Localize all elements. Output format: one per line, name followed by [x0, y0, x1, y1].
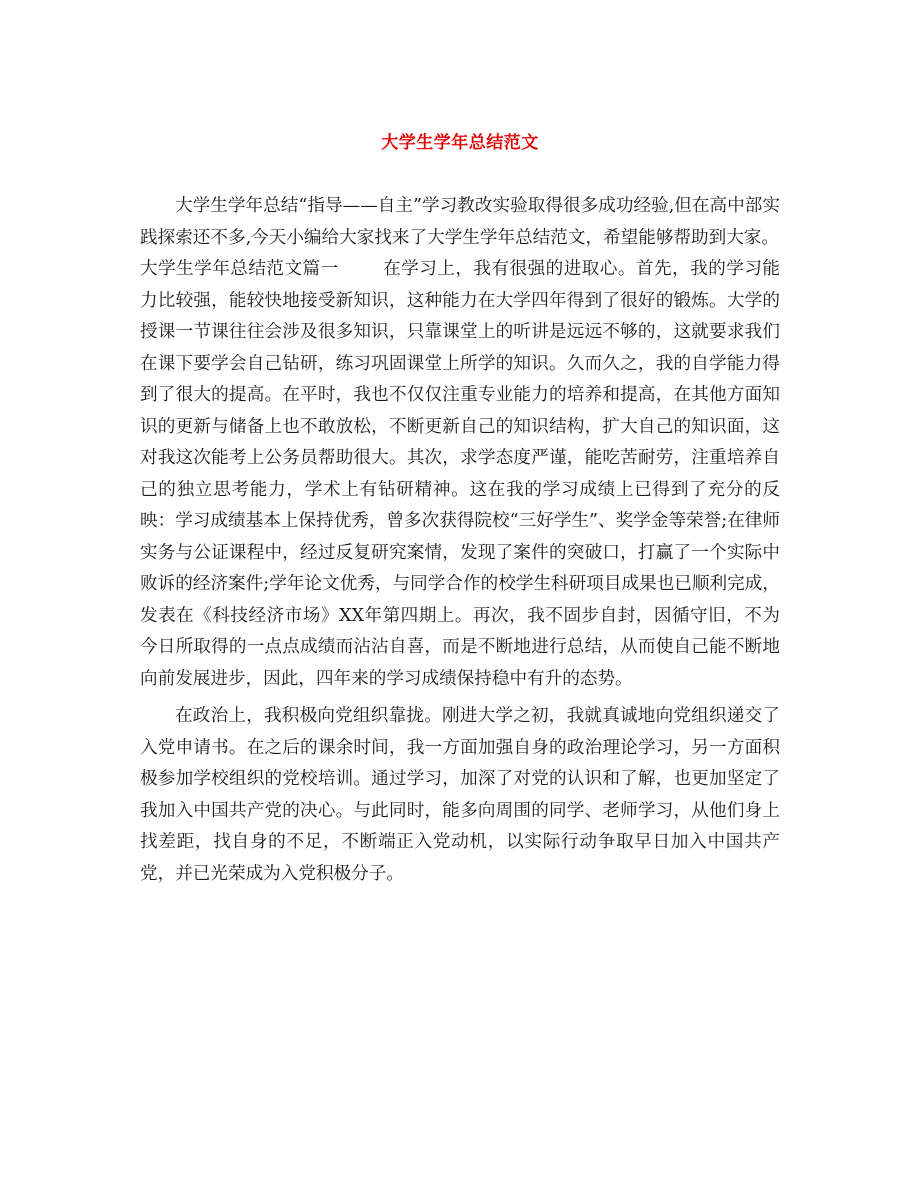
- section-one-text: 在学习上，我有很强的进取心。首先，我的学习能力比较强，能较快地接受新知识，这种能力在大学四年得到了很好的锻炼。大学的授课一节课往往会涉及很多知识，只靠课堂上的听讲是远远不够的，这就要求我们在课下要学会自己钻研，练习巩固课堂上所学的知识。久而久之，我的自学能力得到了很大的提高。在平时，我也不仅仅注重专业能力的培养和提高，在其他方面知识的更新与储备上也不敢放松，不断更新自己的知识结构，扩大自己的知识面，这对我这次能考上公务员帮助很大。其次，求学态度严谨，能吃苦耐劳，注重培养自己的独立思考能力，学术上有钻研精神。这在我的学习成绩上已得到了充分的反映：学习成绩基本上保持优秀，曾多次获得院校“三好学生”、奖学金等荣誉;在律师实务与公证课程中，经过反复研究案情，发现了案件的突破口，打赢了一个实际中败诉的经济案件;学年论文优秀，与同学合作的校学生科研项目成果也已顺利完成，发表在《科技经济市场》XX年第四期上。再次，我不固步自封，因循守旧，不为今日所取得的一点点成绩而沾沾自喜，而是不断地进行总结，从而使自己能不断地向前发展进步，因此，四年来的学习成绩保持稳中有升的态势。: [140, 259, 780, 689]
- document-title: 大学生学年总结范文: [381, 133, 539, 153]
- intro-paragraph: 大学生学年总结“指导——自主”学习教改实验取得很多成功经验,但在高中部实践探索还不多,今天小编给大家找来了大学生学年总结范文，希望能够帮助到大家。: [140, 196, 780, 248]
- section-one-paragraph: [140, 254, 780, 695]
- politics-paragraph: 在政治上，我积极向党组织靠拢。刚进大学之初，我就真诚地向党组织递交了入党申请书。在之后的课余时间，我一方面加强自身的政治理论学习，另一方面积极参加学校组织的党校培训。通过学习，加深了对党的认识和了解，也更加坚定了我加入中国共产党的决心。与此同时，能多向周围的同学、老师学习，从他们身上找差距，找自身的不足，不断端正入党动机，以实际行动争取早日加入中国共产党，并已光荣成为入党积极分子。: [140, 706, 780, 884]
- section-label: 大学生学年总结范文篇一: [140, 259, 339, 279]
- document-body: [140, 191, 780, 890]
